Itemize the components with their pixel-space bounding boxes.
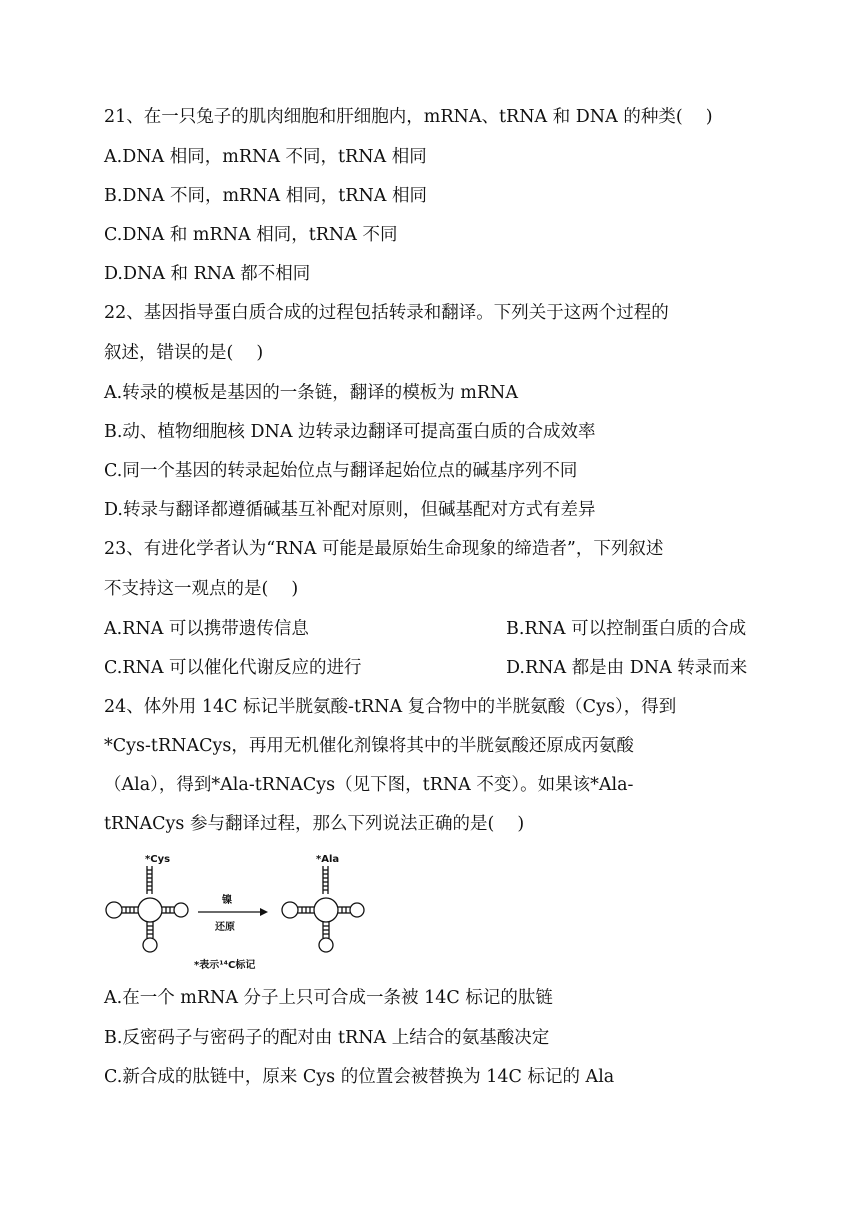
q24-option-c: C.新合成的肽链中，原来 Cys 的位置会被替换为 14C 标记的 Ala [104,1067,615,1087]
q22-stem-line1: 22、基因指导蛋白质合成的过程包括转录和翻译。下列关于这两个过程的 [104,303,669,323]
trna-diagram [104,850,366,974]
q22-option-c: C.同一个基因的转录起始位点与翻译起始位点的碱基序列不同 [104,461,578,481]
q21-option-c: C.DNA 和 mRNA 相同，tRNA 不同 [104,225,398,245]
trna-left-shape [106,854,188,952]
q21-stem: 21、在一只兔子的肌肉细胞和肝细胞内，mRNA、tRNA 和 DNA 的种类( ) [104,107,713,127]
arrow-top-label: 镍 [222,895,232,906]
arrow-bottom-label: 还原 [215,922,235,933]
trna-left-label: *Cys [145,854,171,865]
q23-option-b: B.RNA 可以控制蛋白质的合成 [506,619,747,639]
q22-option-b: B.动、植物细胞核 DNA 边转录边翻译可提高蛋白质的合成效率 [104,422,596,442]
q24-option-a: A.在一个 mRNA 分子上只可合成一条被 14C 标记的肽链 [104,988,553,1008]
q22-option-d: D.转录与翻译都遵循碱基互补配对原则，但碱基配对方式有差异 [104,500,596,520]
q24-stem-line4: tRNACys 参与翻译过程，那么下列说法正确的是( ) [104,814,525,834]
q24-option-b: B.反密码子与密码子的配对由 tRNA 上结合的氨基酸决定 [104,1028,550,1048]
q24-stem-line1: 24、体外用 14C 标记半胱氨酸-tRNA 复合物中的半胱氨酸（Cys），得到 [104,697,677,717]
q23-stem-line2: 不支持这一观点的是( ) [104,579,299,599]
q22-stem-line2: 叙述，错误的是( ) [104,343,264,363]
q23-stem-line1: 23、有进化学者认为“RNA 可能是最原始生命现象的缔造者”，下列叙述 [104,539,664,559]
q23-option-row2 [104,656,748,680]
trna-right-label: *Ala [316,854,340,865]
q21-option-d: D.DNA 和 RNA 都不相同 [104,264,311,284]
reaction-arrow [198,893,268,933]
q23-option-a: A.RNA 可以携带遗传信息 [104,619,309,639]
q23-option-row1 [104,617,747,641]
q23-option-d: D.RNA 都是由 DNA 转录而来 [506,658,748,678]
q21-option-a: A.DNA 相同，mRNA 不同，tRNA 相同 [104,147,427,167]
q21-option-b: B.DNA 不同，mRNA 相同，tRNA 相同 [104,186,427,206]
q22-option-a: A.转录的模板是基因的一条链，翻译的模板为 mRNA [104,383,518,403]
figure-caption: *表示¹⁴C标记 [194,960,256,971]
q24-stem-line2: *Cys-tRNACys，再用无机催化剂镍将其中的半胱氨酸还原成丙氨酸 [104,736,634,756]
trna-diagram-svg [104,850,366,974]
q23-option-c: C.RNA 可以催化代谢反应的进行 [104,658,362,678]
q24-stem-line3: （Ala），得到*Ala-tRNACys（见下图，tRNA 不变）。如果该*Ala- [104,775,634,795]
trna-right-shape [282,854,364,952]
